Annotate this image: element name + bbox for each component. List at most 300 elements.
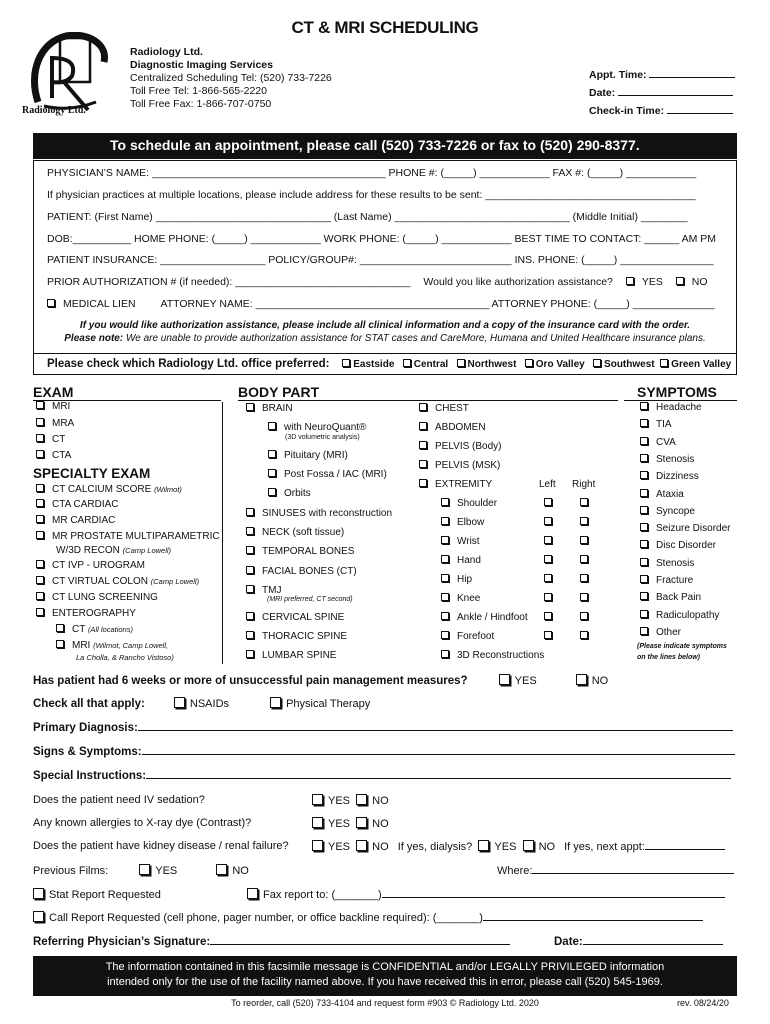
primary-diagnosis-label: Primary Diagnosis: [33,722,138,734]
auth-yes-label: YES [641,276,663,288]
checkbox[interactable] [640,540,648,548]
appointment-block [589,66,735,120]
office-northwest-checkbox[interactable] [457,359,465,367]
appt-time-label: Appt. Time: [589,69,647,81]
neuroquant-note: (3D volumetric analysis) [285,434,360,441]
insurance-row[interactable]: PATIENT INSURANCE: __________________ POLICY/GROUP#: __________________________ INS. PHONE: (_____) ________________ [47,254,714,266]
checkbox[interactable] [441,631,449,639]
allergy-no-checkbox[interactable] [356,817,367,828]
label: PELVIS (Body) [435,441,502,452]
special-field[interactable] [146,769,731,779]
symptom-stenosis[interactable] [640,454,694,465]
label: PELVIS (MSK) [435,460,501,471]
films-row [33,864,249,877]
left-label: Left [539,479,556,490]
allergy-options [312,817,389,830]
physician-row[interactable]: PHYSICIAN’S NAME: ________________________________________ PHONE #: (_____) ____________ FAX #: (_____) ____________ [47,167,697,179]
radiology-logo-icon [30,32,110,116]
label: Headache [656,402,702,413]
exam-mri[interactable] [36,401,70,412]
label: Radiculopathy [656,610,720,621]
exam-ct-colon[interactable] [36,576,199,587]
extremity-knee[interactable] [441,593,480,604]
extremity-forefoot[interactable] [441,631,494,642]
body-part-heading: BODY PART [238,384,320,400]
checkbox[interactable] [640,627,648,635]
checkin-field[interactable] [667,113,733,114]
label: Syncope [656,506,695,517]
label: MRI [72,640,91,651]
label: Fracture [656,575,694,586]
films-yes-label: YES [155,865,178,877]
symptom-syncope[interactable] [640,506,695,517]
allergy-no-label: NO [372,818,389,830]
pain-question: Has patient had 6 weeks or more of unsuccessful pain management measures? [33,675,468,687]
auth-yes-checkbox[interactable] [626,277,634,285]
signature-label: Referring Physician’s Signature: [33,936,211,948]
auth-no-checkbox[interactable] [676,277,684,285]
pain-no-label: NO [591,675,609,687]
symptom-back-pain[interactable] [640,592,701,603]
signs-field[interactable] [142,745,735,755]
symptom-headache[interactable] [640,402,702,413]
stat-note-text: We are unable to provide authorization assistance for STAT cases and CareMore, Humana and United Healthcare insurance plans. [123,333,706,344]
company-info [130,46,332,111]
checkbox[interactable] [580,536,588,544]
symptom-other[interactable] [640,627,681,638]
exam-enterography[interactable] [36,608,136,619]
kidney-yes-label: YES [328,841,351,853]
checkbox[interactable] [36,608,44,616]
specialty-heading: SPECIALTY EXAM [33,466,151,481]
label: Elbow [457,517,485,528]
checkbox[interactable] [56,624,64,632]
checkbox[interactable] [640,419,648,427]
location-note: (Wilmot, Camp Lowell, [93,641,169,650]
checkbox[interactable] [441,612,449,620]
checkbox[interactable] [246,403,254,411]
checkbox[interactable] [441,536,449,544]
exam-mra[interactable] [36,418,74,429]
physical-therapy-label: Physical Therapy [286,698,371,710]
stat-note-label: Please note: [64,333,124,344]
exam-mr-prostate[interactable] [36,531,220,542]
dialysis-yes-label: YES [494,841,517,853]
label: TEMPORAL BONES [262,546,355,557]
entero-mri-locations: La Cholla, & Rancho Vistoso) [76,653,174,662]
office-label: Please check which Radiology Ltd. office preferred: [47,358,330,370]
multiple-locations-row[interactable]: If physician practices at multiple locations, please include address for these results to be sent: ____________________________________ [47,189,696,201]
label: ENTEROGRAPHY [52,608,136,619]
fax-report-label: Fax report to: (_______) [263,889,382,901]
label: BRAIN [262,403,293,414]
revision-date: rev. 08/24/20 [677,998,729,1008]
check-all-row [33,697,370,710]
body-neck[interactable] [246,527,344,538]
allergy-yes-checkbox[interactable] [312,817,323,828]
checkbox[interactable] [268,422,276,430]
exam-ct[interactable] [36,434,65,445]
right-label: Right [572,479,596,490]
symptom-disc-disorder[interactable] [640,540,716,551]
checkbox[interactable] [441,555,449,563]
left-checkbox[interactable] [544,612,560,623]
left-checkbox[interactable] [544,555,560,566]
stat-note [33,333,737,344]
prior-auth-row [47,276,708,288]
iv-yes-label: YES [328,795,351,807]
checkbox[interactable] [640,592,648,600]
left-checkbox[interactable] [544,536,560,547]
primary-diagnosis-field[interactable] [138,721,733,731]
checkbox[interactable] [36,450,44,458]
label: Hip [457,574,473,585]
label: FACIAL BONES (CT) [262,566,357,577]
left-checkbox[interactable] [544,574,560,585]
checkbox[interactable] [640,437,648,445]
nsaids-checkbox[interactable] [174,697,185,708]
symptom-fracture[interactable] [640,575,693,586]
office-green-valley-label: Green Valley [671,359,732,370]
checkbox[interactable] [441,593,449,601]
checkbox[interactable] [246,546,254,554]
call-report-field[interactable] [483,911,703,921]
dob-row[interactable]: DOB:__________ HOME PHONE: (_____) ____________ WORK PHONE: (_____) ____________ BEST TIME TO CONTACT: ______ AM PM [47,233,717,245]
date-field[interactable] [618,95,733,96]
checkbox[interactable] [246,612,254,620]
symptom-stenosis[interactable] [640,558,694,569]
body-thoracic[interactable] [246,631,347,642]
office-central-checkbox[interactable] [403,359,411,367]
body-pelvis-msk[interactable] [419,460,500,471]
kidney-yes-checkbox[interactable] [312,840,323,851]
right-checkbox[interactable] [580,593,596,604]
checkbox[interactable] [640,471,648,479]
prior-auth-field[interactable]: PRIOR AUTHORIZATION # (if needed): ______________________________ [47,276,411,288]
kidney-no-label: NO [372,841,389,853]
checkbox[interactable] [544,593,552,601]
physical-therapy-checkbox[interactable] [270,697,281,708]
primary-diagnosis-row [33,721,733,734]
right-checkbox[interactable] [580,612,596,623]
checkbox[interactable] [36,560,44,568]
checkbox[interactable] [640,454,648,462]
auth-no-label: NO [691,276,708,288]
extremity-elbow[interactable] [441,517,484,528]
exam-mri-label: MRI [52,401,71,412]
label: MR CARDIAC [52,515,116,526]
iv-yes-checkbox[interactable] [312,794,323,805]
left-checkbox[interactable] [544,593,560,604]
label: LUMBAR SPINE [262,650,337,661]
confidential-line-1: The information contained in this facsimile message is CONFIDENTIAL and/or LEGALLY PRIVILEGED information [105,961,665,973]
checkbox[interactable] [544,631,552,639]
toll-free-fax: Toll Free Fax: 1-866-707-0750 [130,98,272,110]
body-cervical[interactable] [246,612,344,623]
stat-label: Stat Report Requested [49,889,161,901]
body-chest[interactable] [419,403,469,414]
checkbox[interactable] [36,484,44,492]
medical-lien-checkbox[interactable] [47,299,55,307]
location-note: (All locations) [87,625,133,634]
checkbox[interactable] [419,479,427,487]
checkbox[interactable] [36,401,44,409]
where-row [497,864,734,877]
fax-report-checkbox[interactable] [247,888,258,899]
confidential-line-2: intended only for the use of the facility named above. If you have received this in error, please call (520) 545-1969. [107,976,663,988]
checkbox[interactable] [268,450,276,458]
exam-mr-cardiac[interactable] [36,515,115,526]
exam-ct-ivp[interactable] [36,560,145,571]
label: Shoulder [457,498,498,509]
extremity-wrist[interactable] [441,536,480,547]
call-report-label: Call Report Requested (cell phone, pager number, or office backline required): (_______) [49,912,483,924]
symptoms-rule [624,400,737,401]
dialysis-no-label: NO [538,841,556,853]
checkbox[interactable] [640,506,648,514]
extremity-hip[interactable] [441,574,472,585]
label: CT IVP - UROGRAM [52,560,145,571]
special-row [33,769,731,782]
checkbox[interactable] [246,650,254,658]
signature-field[interactable] [210,933,510,945]
extremity-ankle-hindfoot[interactable] [441,612,528,623]
body-extremity[interactable] [419,479,492,490]
right-checkbox[interactable] [580,574,596,585]
films-no-label: NO [232,865,249,877]
stat-row [33,888,161,901]
label: Hand [457,555,481,566]
label: CERVICAL SPINE [262,612,345,623]
checkbox[interactable] [36,592,44,600]
checkbox[interactable] [36,418,44,426]
label: W/3D RECON [56,545,120,556]
checkbox[interactable] [580,498,588,506]
right-checkbox[interactable] [580,517,596,528]
next-appt-label: If yes, next appt: [564,841,645,853]
checkbox[interactable] [36,434,44,442]
exam-ct-calcium[interactable] [36,484,182,495]
checkbox[interactable] [640,610,648,618]
left-checkbox[interactable] [544,631,560,642]
dialysis-yes-checkbox[interactable] [478,840,489,851]
extremity-hand[interactable] [441,555,481,566]
signature-row [33,933,510,948]
office-eastside-label: Eastside [353,359,395,370]
iv-no-checkbox[interactable] [356,794,367,805]
checkbox[interactable] [580,574,588,582]
company-name: Radiology Ltd. [130,46,203,58]
checkbox[interactable] [246,527,254,535]
office-eastside-checkbox[interactable] [342,359,350,367]
label: Orbits [284,488,311,499]
office-green-valley-checkbox[interactable] [660,359,668,367]
signature-date-field[interactable] [583,933,723,945]
right-checkbox[interactable] [580,555,596,566]
checkbox[interactable] [544,574,552,582]
checkbox[interactable] [36,499,44,507]
symptoms-heading: SYMPTOMS [637,384,717,400]
symptom-dizziness[interactable] [640,471,699,482]
symptoms-note-2: on the lines below) [637,654,701,661]
office-southwest-checkbox[interactable] [593,359,601,367]
signature-date-label: Date: [554,936,583,948]
checkbox[interactable] [246,566,254,574]
left-checkbox[interactable] [544,517,560,528]
logo-text: Radiology Ltd. [22,105,86,116]
exam-cta-cardiac[interactable] [36,499,119,510]
checkbox[interactable] [419,403,427,411]
body-pelvis-body[interactable] [419,441,502,452]
office-preference [33,353,737,375]
nsaids-label: NSAIDs [189,698,230,710]
label: CTA CARDIAC [52,499,119,510]
fax-report-field[interactable] [382,888,725,898]
body-pituitary[interactable] [268,450,348,461]
dialysis-no-checkbox[interactable] [523,840,534,851]
right-checkbox[interactable] [580,498,596,509]
body-abdomen[interactable] [419,422,486,433]
right-checkbox[interactable] [580,536,596,547]
checkbox[interactable] [268,469,276,477]
checkbox[interactable] [441,650,449,658]
kidney-no-checkbox[interactable] [356,840,367,851]
label: Knee [457,593,481,604]
division-name: Diagnostic Imaging Services [130,59,273,71]
label: CT [72,624,86,635]
checkbox[interactable] [544,612,552,620]
label: NECK (soft tissue) [262,527,345,538]
schedule-banner: To schedule an appointment, please call (520) 733-7226 or fax to (520) 290-8377. [33,133,737,159]
fax-report-row [247,888,725,901]
office-oro-valley-label: Oro Valley [535,359,585,370]
allergy-question: Any known allergies to X-ray dye (Contrast)? [33,817,252,829]
symptom-tia[interactable] [640,419,672,430]
pain-yes-checkbox[interactable] [499,674,510,685]
label: Other [656,627,682,638]
label: Disc Disorder [656,540,717,551]
checkbox[interactable] [268,488,276,496]
checkbox[interactable] [580,593,588,601]
body-temporal[interactable] [246,546,354,557]
symptom-cva[interactable] [640,437,676,448]
checkbox[interactable] [441,517,449,525]
exam-w3d-recon [56,545,171,556]
checkbox[interactable] [580,631,588,639]
right-checkbox[interactable] [580,631,596,642]
symptom-seizure-disorder[interactable] [640,523,730,534]
extremity-shoulder[interactable] [441,498,497,509]
body-tmj[interactable] [246,585,281,596]
office-southwest-label: Southwest [604,359,655,370]
attorney-field[interactable]: ATTORNEY NAME: ________________________________________ ATTORNEY PHONE: (_____) ______________ [160,298,715,310]
checkbox[interactable] [419,441,427,449]
location-note: (Wilmot) [154,485,182,494]
checkbox[interactable] [640,558,648,566]
label: SINUSES with reconstruction [262,508,393,519]
label: EXTREMITY [435,479,493,490]
label: CT CALCIUM SCORE [52,484,152,495]
label: MR PROSTATE MULTIPARAMETRIC [52,531,220,542]
body-3d-recon[interactable] [441,650,544,661]
label: CT VIRTUAL COLON [52,576,148,587]
patient-row[interactable]: PATIENT: (First Name) ______________________________ (Last Name) ______________________________ (Middle Initial) ________ [47,211,688,223]
exam-ct-lung[interactable] [36,592,158,603]
body-neuroquant[interactable] [268,422,366,433]
films-yes-checkbox[interactable] [139,864,150,875]
where-field[interactable] [532,864,734,874]
checkbox[interactable] [246,631,254,639]
exam-entero-ct[interactable] [56,624,133,635]
checkbox[interactable] [36,531,44,539]
symptom-radiculopathy[interactable] [640,610,719,621]
call-report-checkbox[interactable] [33,911,44,922]
office-oro-valley-checkbox[interactable] [525,359,533,367]
label: TIA [656,419,672,430]
checkbox[interactable] [36,576,44,584]
exam-entero-mri[interactable] [56,640,168,651]
appt-time-field[interactable] [649,77,735,78]
pain-no-checkbox[interactable] [576,674,587,685]
kidney-question: Does the patient have kidney disease / renal failure? [33,840,289,852]
body-facial[interactable] [246,566,357,577]
checkbox[interactable] [580,612,588,620]
body-brain[interactable] [246,403,293,414]
body-sinuses[interactable] [246,508,392,519]
dialysis-label: If yes, dialysis? [397,841,473,853]
checkbox[interactable] [246,585,254,593]
checkbox[interactable] [640,523,648,531]
checkbox[interactable] [640,402,648,410]
office-central-label: Central [413,359,449,370]
exam-mra-label: MRA [52,418,75,429]
checkbox[interactable] [544,517,552,525]
stat-checkbox[interactable] [33,888,44,899]
label: CT LUNG SCREENING [52,592,158,603]
body-post-fossa[interactable] [268,469,387,480]
checkbox[interactable] [640,489,648,497]
label: THORACIC SPINE [262,631,348,642]
checkbox[interactable] [36,515,44,523]
checkbox[interactable] [56,640,64,648]
checkbox[interactable] [640,575,648,583]
exam-divider [222,402,223,664]
checkbox[interactable] [544,536,552,544]
checkbox[interactable] [419,422,427,430]
checkbox[interactable] [441,574,449,582]
label: CVA [656,437,676,448]
label: Pituitary (MRI) [284,450,348,461]
kidney-options [312,840,725,853]
checkbox[interactable] [441,498,449,506]
checkbox[interactable] [580,517,588,525]
checkbox[interactable] [580,555,588,563]
checkbox[interactable] [544,498,552,506]
body-orbits[interactable] [268,488,311,499]
checkbox[interactable] [419,460,427,468]
checkbox[interactable] [544,555,552,563]
left-checkbox[interactable] [544,498,560,509]
label: Dizziness [656,471,699,482]
checkbox[interactable] [246,508,254,516]
signs-row [33,745,735,758]
symptom-ataxia[interactable] [640,489,684,500]
body-lumbar[interactable] [246,650,336,661]
films-no-checkbox[interactable] [216,864,227,875]
exam-cta[interactable] [36,450,71,461]
next-appt-field[interactable] [645,840,725,850]
label: Wrist [457,536,480,547]
